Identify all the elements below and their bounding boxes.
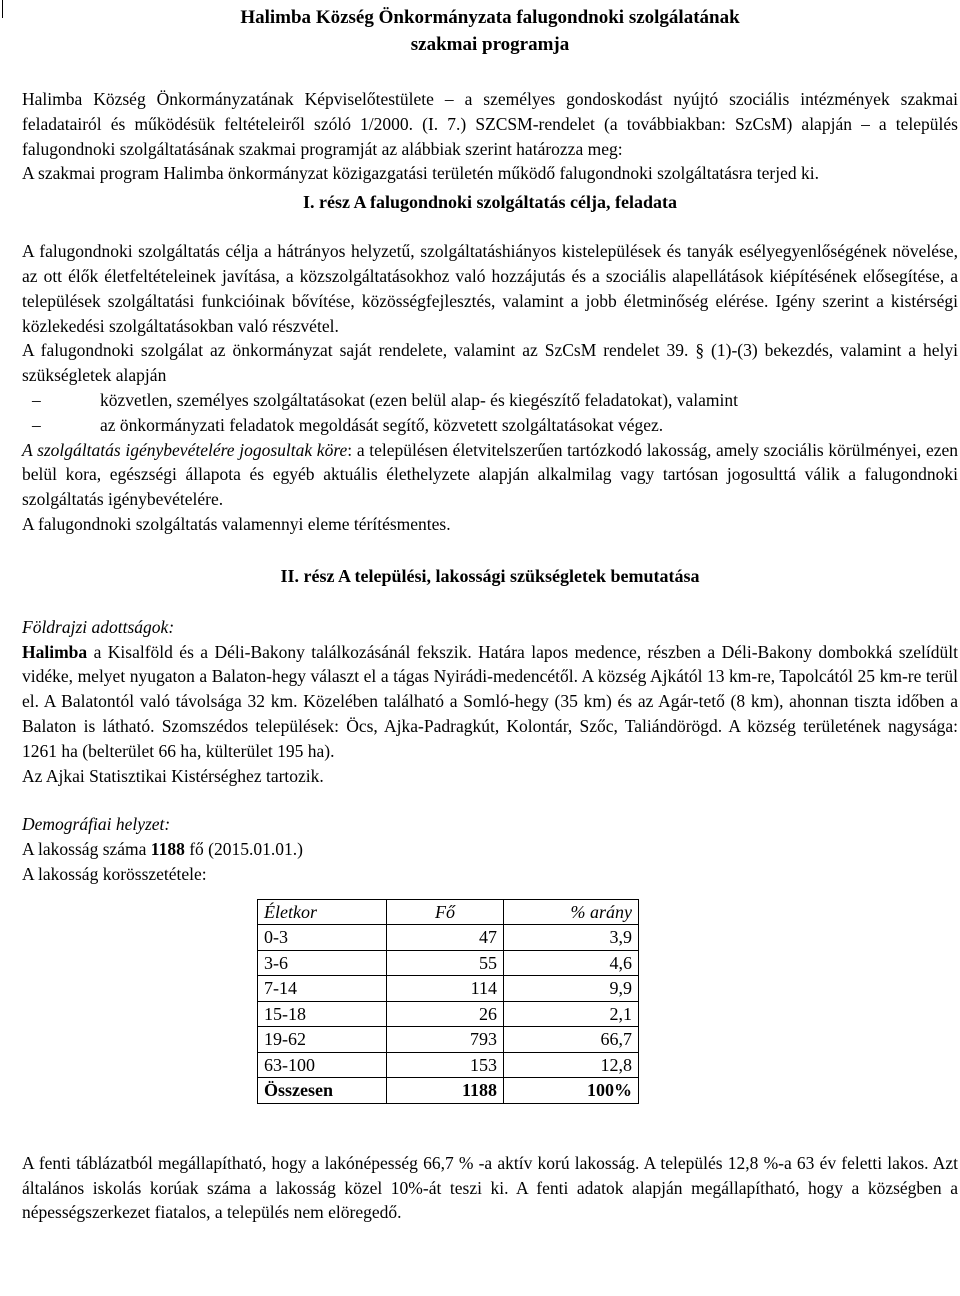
header-count: Fő (387, 899, 504, 925)
table-row: 7-14 114 9,9 (258, 976, 639, 1002)
intro-paragraph: Halimba Község Önkormányzatának Képviselőtestülete – a személyes gondoskodást nyújtó szociális intézmények szakmai feladatairól és működésük feltételeiről szóló 1/2000. (I. 7.) SZCSM-rendelet (a továbbiakban: SzCsM) alapján – a település falugondnoki szolgáltatásának szakmai programját az alábbiak szerint határozza meg: (22, 89, 958, 159)
population-line: A lakosság száma 1188 fő (2015.01.01.) (22, 839, 303, 860)
dash-bullet: – (32, 389, 41, 410)
margin-line (2, 0, 3, 18)
statistical-region: Az Ajkai Statisztikai Kistérséghez tartozik. (22, 765, 324, 786)
geography-paragraph: Halimba a Kisalföld és a Déli-Bakony találkozásánál fekszik. Határa lapos medence, részben a Déli-Bakony dombokká szelídült vidéke, melyet nyugaton a Balaton-hegy választ el a tágas Nyirádi-medencétől. A község Ajkától 13 km-re, Tapolcától 25 km-re terül el. A Balatontól való távolsága 32 km. Közelében található a Somló-hegy (35 km) és az Agár-tető (8 km), ahonnan tiszta időben a Balaton is látható. Szomszédos települések: Öcs, Ajka-Padragkút, Kolontár, Szőc, Taliándörögd. A község területének nagysága: 1261 ha (belterület 66 ha, külterület 195 ha). (22, 641, 958, 761)
legal-basis-paragraph: A falugondnoki szolgálat az önkormányzat saját rendelete, valamint az SzCsM rendelet 39. § (1)-(3) bekezdés, valamint a helyi szükségletek alapján (22, 340, 958, 386)
population-count: 1188 (150, 839, 185, 860)
list-item: – közvetlen, személyes szolgáltatásokat (ezen belül alap- és kiegészítő feladatokat), valamint (22, 388, 958, 413)
part-2-heading: II. rész A települési, lakossági szükségletek bemutatása (280, 565, 700, 586)
eligibility-paragraph: A szolgáltatás igénybevételére jogosultak köre: a településen életvitelszerűen tartózkodó lakosság, amely szociális körülményei, ezen belül kora, egészségi állapota és egyéb aktuális élethelyzete alapján alkalmilag vagy tartósan jogosulttá válik a falugondnoki szolgáltatás igénybevételére. (22, 439, 958, 510)
list-item: – az önkormányzati feladatok megoldását segítő, közvetett szolgáltatásokat végez. (22, 413, 958, 438)
document-page (22, 4, 958, 1225)
village-name: Halimba (22, 641, 88, 662)
age-table (257, 899, 639, 1104)
table-header-row (258, 899, 639, 925)
free-of-charge-paragraph: A falugondnoki szolgáltatás valamennyi eleme térítésmentes. (22, 513, 451, 534)
title-line-1: Halimba Község Önkormányzata falugondnoki szolgálatának (240, 7, 740, 28)
dash-bullet: – (32, 414, 41, 435)
document-title (22, 4, 958, 58)
purpose-paragraph: A falugondnoki szolgáltatás célja a hátrányos helyzetű, szolgáltatáshiányos kistelepülések és tanyák esélyegyenlőségének növelése, az ott élők életfeltételeinek javítása, a közszolgáltatásokhoz való hozzájutás és a szociális alapellátások kiépítésének elősegítése, a települések szolgáltatási funkcióinak bővítése, közösségfejlesztés, valamint a jobb életminőség elérése. Igény szerint a kistérségi közlekedési szolgáltatásokban való részvétel. (22, 241, 958, 336)
table-row: 19-62 793 66,7 (258, 1027, 639, 1053)
table-row: 0-3 47 3,9 (258, 925, 639, 951)
eligibility-term: A szolgáltatás igénybevételére jogosultak köre (22, 439, 348, 460)
service-list (22, 388, 958, 438)
age-composition-label: A lakosság korösszetétele: (22, 863, 207, 884)
demography-heading: Demográfiai helyzet: (22, 814, 171, 835)
table-row: 3-6 55 4,6 (258, 950, 639, 976)
header-percent: % arány (504, 899, 639, 925)
header-age: Életkor (258, 899, 387, 925)
table-row: 15-18 26 2,1 (258, 1001, 639, 1027)
part-1-heading: I. rész A falugondnoki szolgáltatás célja, feladata (303, 192, 677, 213)
scope-paragraph: A szakmai program Halimba önkormányzat közigazgatási területén működő falugondnoki szolgáltatásra terjed ki. (22, 163, 819, 184)
table-row: 63-100 153 12,8 (258, 1052, 639, 1078)
title-line-2: szakmai programja (410, 34, 570, 55)
geography-heading: Földrajzi adottságok: (22, 616, 175, 637)
table-total-row: Összesen 1188 100% (258, 1078, 639, 1104)
conclusion-paragraph: A fenti táblázatból megállapítható, hogy a lakónépesség 66,7 % -a aktív korú lakosság. A település 12,8 %-a 63 év feletti lakos. Azt általános iskolás korúak száma a lakosság közel 10%-át teszi ki. A fenti adatok alapján megállapítható, hogy a községben a népességszerkezet fiatalos, a település nem elöregedő. (22, 1152, 958, 1223)
